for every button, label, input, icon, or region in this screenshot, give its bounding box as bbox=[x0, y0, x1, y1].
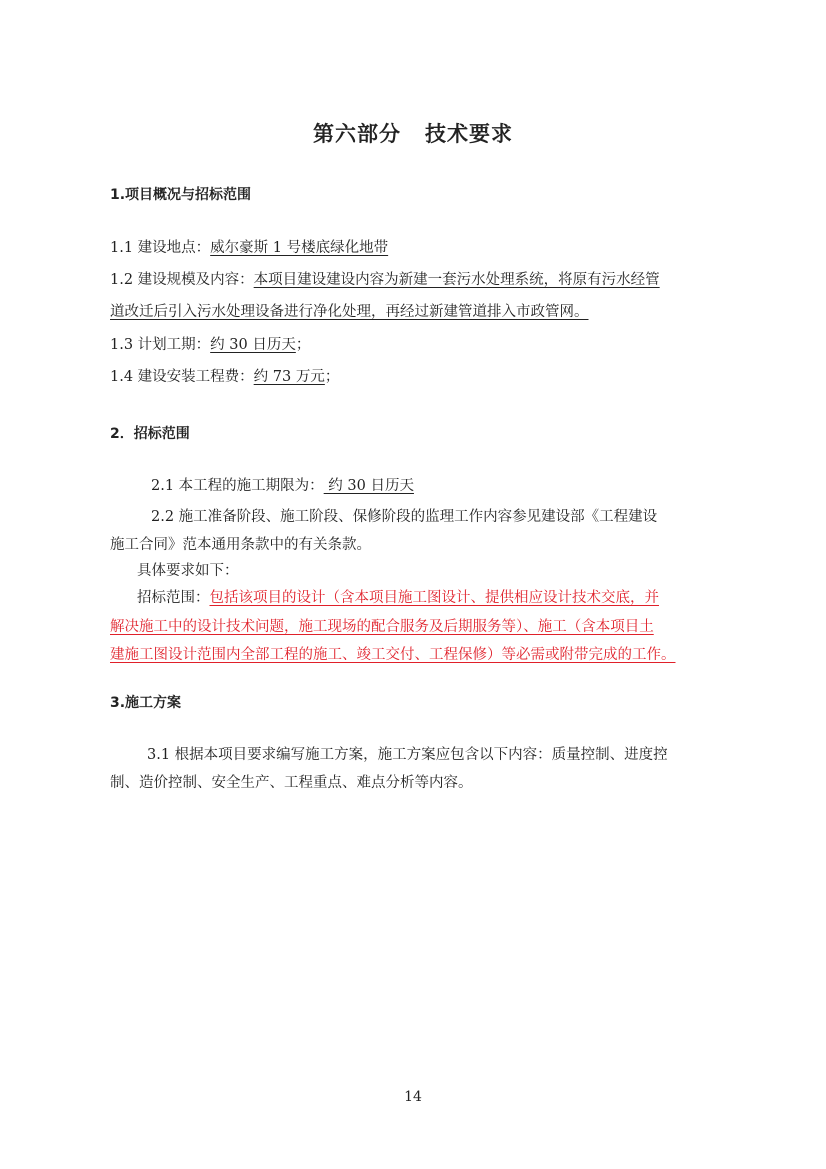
section2-heading: 2．招标范围 bbox=[110, 426, 190, 442]
item-3-1-line2: 制、造价控制、安全生产、工程重点、难点分析等内容。 bbox=[110, 775, 473, 791]
item-1-4 bbox=[110, 367, 339, 387]
scope-line-2 bbox=[110, 617, 654, 637]
item-1-1-value: 威尔豪斯 1 号楼底绿化地带 bbox=[210, 240, 389, 256]
item-3-1-line1: 3.1 根据本项目要求编写施工方案，施工方案应包含以下内容：质量控制、进度控 bbox=[147, 747, 668, 763]
item-2-2-line1: 2.2 施工准备阶段、施工阶段、保修阶段的监理工作内容参见建设部《工程建设 bbox=[151, 509, 658, 525]
item-1-4-label: 1.4 建设安装工程费： bbox=[110, 369, 254, 385]
item-1-2-value-line2: 道改迁后引入污水处理设备进行净化处理，再经过新建管道排入市政管网。 bbox=[110, 304, 589, 320]
item-1-4-value: 约 73 万元 bbox=[253, 369, 325, 385]
item-1-1-label: 1.1 建设地点： bbox=[110, 240, 211, 256]
section3-heading: 3.施工方案 bbox=[110, 695, 182, 711]
item-1-2-continuation bbox=[110, 302, 589, 322]
item-1-2-label: 1.2 建设规模及内容： bbox=[110, 272, 254, 288]
page-title bbox=[0, 118, 826, 148]
scope-line-3 bbox=[110, 645, 676, 665]
scope-text-2: 解决施工中的设计技术问题，施工现场的配合服务及后期服务等）、施工（含本项目土 bbox=[110, 619, 654, 635]
scope-line-1 bbox=[137, 588, 659, 608]
item-1-4-suffix: ； bbox=[324, 369, 340, 385]
specific-requirements: 具体要求如下： bbox=[137, 563, 239, 579]
item-2-1 bbox=[151, 476, 414, 496]
item-1-3-label: 1.3 计划工期： bbox=[110, 337, 211, 353]
item-1-2 bbox=[110, 270, 660, 290]
item-1-3 bbox=[110, 335, 310, 355]
scope-text-1: 包括该项目的设计（含本项目施工图设计、提供相应设计技术交底，并 bbox=[209, 590, 659, 606]
title-main: 技术要求 bbox=[425, 122, 513, 146]
item-1-3-suffix: ； bbox=[295, 337, 311, 353]
scope-label: 招标范围： bbox=[137, 590, 210, 606]
item-1-1 bbox=[110, 238, 388, 258]
item-1-3-value: 约 30 日历天 bbox=[210, 337, 296, 353]
item-2-2-line2: 施工合同》范本通用条款中的有关条款。 bbox=[110, 537, 371, 553]
title-part: 第六部分 bbox=[313, 122, 401, 146]
item-1-2-value-line1: 本项目建设建设内容为新建一套污水处理系统，将原有污水经管 bbox=[253, 272, 660, 288]
section1-heading: 1.项目概况与招标范围 bbox=[110, 187, 252, 203]
item-2-1-label: 2.1 本工程的施工期限为： bbox=[151, 478, 324, 494]
scope-text-3: 建施工图设计范围内全部工程的施工、竣工交付、工程保修）等必需或附带完成的工作。 bbox=[110, 647, 676, 663]
page-number: 14 bbox=[404, 1089, 422, 1105]
item-2-1-value: 约 30 日历天 bbox=[323, 478, 414, 494]
